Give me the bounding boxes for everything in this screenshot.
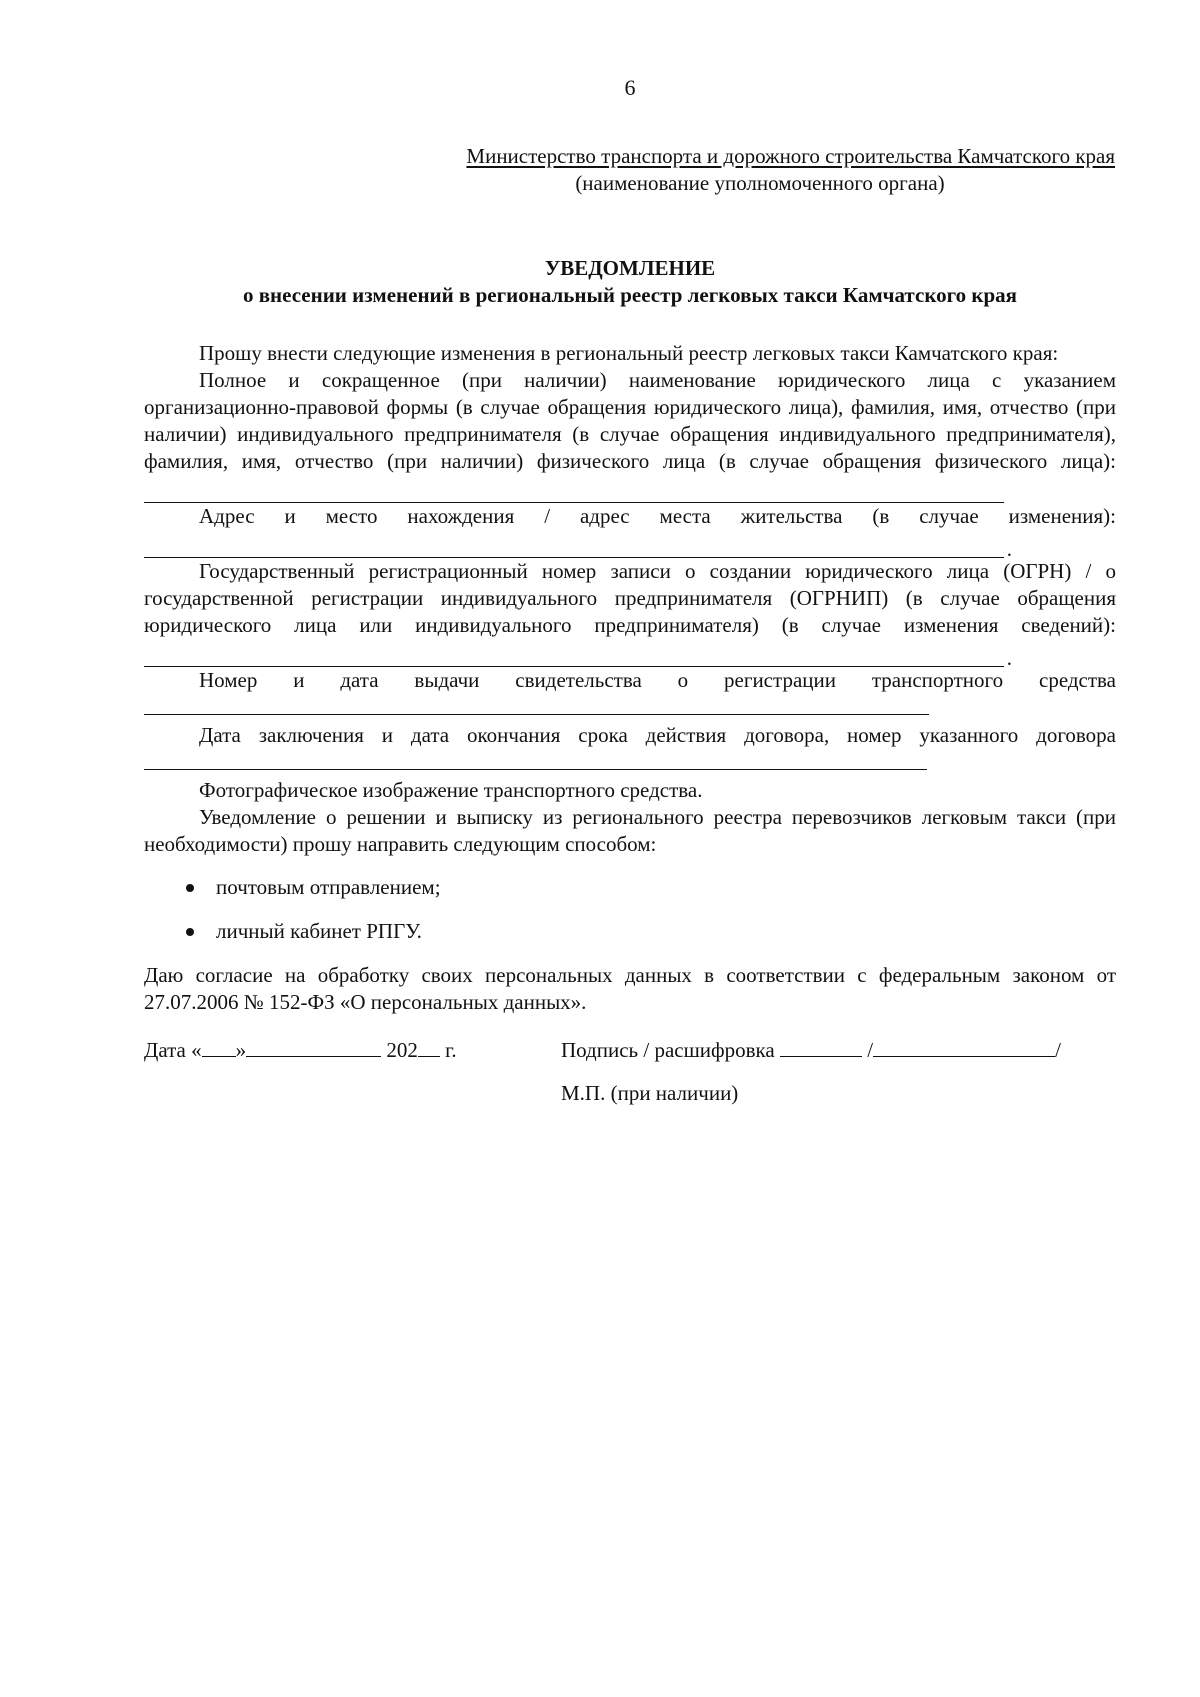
year-field[interactable] [418, 1036, 440, 1057]
title-sub: о внесении изменений в региональный реестр легковых такси Камчатского края [242, 283, 1018, 307]
paragraph-contract [144, 722, 1116, 777]
stamp-note: М.П. (при наличии) [561, 1081, 739, 1105]
year-suffix: г. [445, 1038, 457, 1062]
paragraph-notify: Уведомление о решении и выписку из регионального реестра перевозчиков легковым такси (при необходимости) прошу направить следующим способом: [144, 805, 1116, 856]
delivery-option-rpgu[interactable]: личный кабинет РПГУ. [144, 918, 1116, 945]
date-label: Дата « [144, 1038, 202, 1062]
authority-caption: (наименование уполномоченного органа) [575, 171, 945, 195]
day-field[interactable] [202, 1036, 236, 1057]
signature-label: Подпись / расшифровка [561, 1038, 775, 1062]
paragraph-photo: Фотографическое изображение транспортного средства. [199, 778, 703, 802]
ogrn-field[interactable] [144, 639, 1004, 667]
certificate-label: Номер и дата выдачи свидетельства о регистрации транспортного средства [199, 668, 1116, 692]
paragraph-consent: Даю согласие на обработку своих персональных данных в соответствии с федеральным законом от 27.07.2006 № 152-ФЗ «О персональных данных». [144, 963, 1116, 1014]
form-content [144, 340, 1116, 1107]
title-main: УВЕДОМЛЕНИЕ [544, 256, 716, 280]
address-field[interactable] [144, 530, 1004, 558]
contract-field[interactable] [144, 749, 927, 770]
signature-slash-right: / [1055, 1038, 1061, 1062]
signature-row [144, 1036, 1116, 1066]
year-prefix: 202 [386, 1038, 418, 1062]
signature-slash-left: / [867, 1038, 874, 1062]
signature-section [561, 1036, 1061, 1064]
delivery-method-list [144, 874, 1116, 945]
paragraph-ogrn: Государственный регистрационный номер записи о создании юридического лица (ОГРН) / о государственной регистрации индивидуального предпринимателя (ОГРНИП) (в случае обращения юридического лица или индивидуального предпринимателя) (в случае изменения сведений): [144, 559, 1116, 637]
applicant-name-field[interactable] [144, 475, 1004, 503]
paragraph-applicant-name: Полное и сокращенное (при наличии) наименование юридического лица с указанием организационно-правовой формы (в случае обращения юридического лица), фамилия, имя, отчество (при наличии) индивидуального предпринимателя (в случае обращения индивидуального предпринимателя), фамилия, имя, отчество (при наличии) физического лица (в случае обращения физического лица): [144, 368, 1116, 473]
document-title [144, 255, 1116, 309]
authority-block [365, 143, 1115, 197]
date-close-quote: » [235, 1038, 247, 1062]
signature-decode-field[interactable] [873, 1036, 1055, 1057]
signature-field[interactable] [780, 1036, 862, 1057]
page-number: 6 [624, 75, 636, 100]
paragraph-request: Прошу внести следующие изменения в региональный реестр легковых такси Камчатского края: [199, 341, 1059, 365]
paragraph-certificate [144, 667, 1116, 722]
delivery-option-mail[interactable]: почтовым отправлением; [144, 874, 1116, 901]
certificate-field[interactable] [144, 694, 929, 715]
month-field[interactable] [246, 1036, 381, 1057]
contract-label: Дата заключения и дата окончания срока действия договора, номер указанного договора [199, 723, 1116, 747]
authority-name: Министерство транспорта и дорожного строительства Камчатского края [466, 144, 1115, 168]
date-section [144, 1036, 457, 1064]
paragraph-address: Адрес и место нахождения / адрес места жительства (в случае изменения): [199, 504, 1116, 528]
